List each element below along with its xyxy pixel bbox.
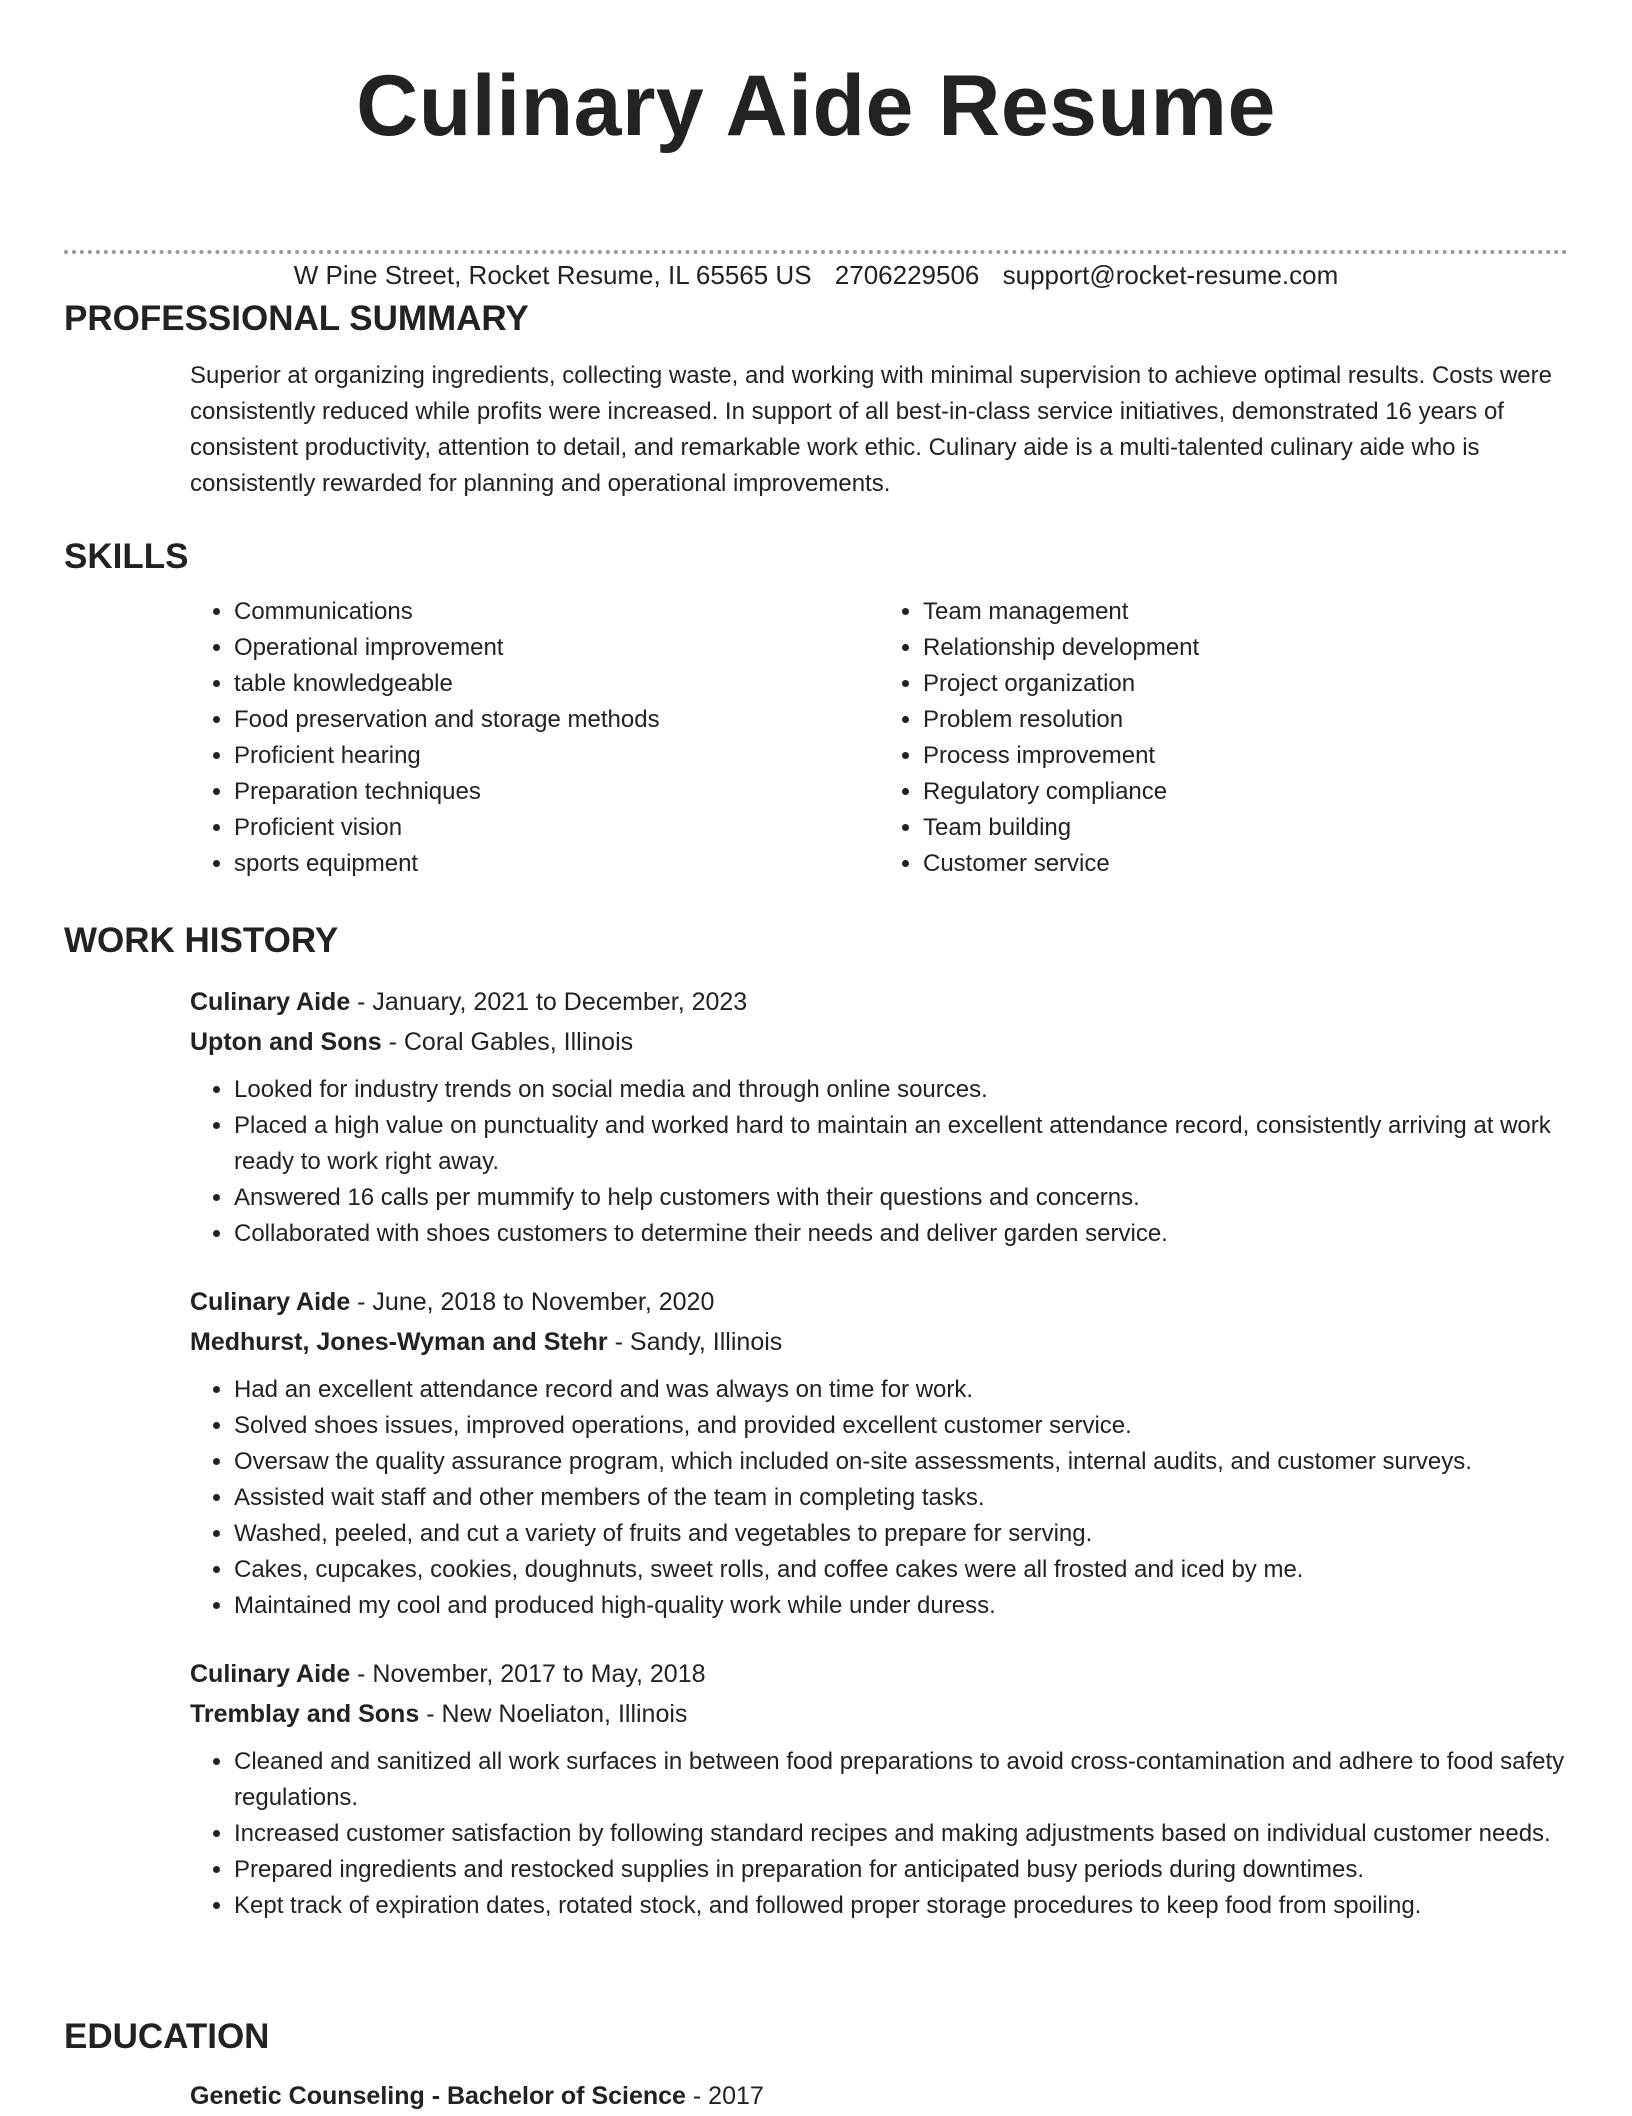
job-bullets (190, 1372, 1568, 1624)
skill-item: • Relationship development (923, 630, 1568, 666)
job-bullet: • Washed, peeled, and cut a variety of fruits and vegetables to prepare for serving. (234, 1516, 1568, 1552)
job-bullet: • Kept track of expiration dates, rotated stock, and followed proper storage procedures to keep food from spoiling. (234, 1888, 1568, 1924)
job-company: Tremblay and Sons (190, 1700, 420, 1728)
job-location: - Coral Gables, Illinois (381, 1028, 634, 1056)
summary-section (64, 298, 1568, 502)
skill-item: • sports equipment (234, 846, 879, 882)
job-company: Upton and Sons (190, 1028, 382, 1056)
education-heading: EDUCATION (64, 2017, 270, 2056)
job-bullet: • Collaborated with shoes customers to determine their needs and deliver garden service. (234, 1216, 1568, 1252)
job-entry (64, 1282, 1568, 1624)
skills-section (64, 536, 1568, 882)
job-bullet: • Prepared ingredients and restocked supplies in preparation for anticipated busy periods during downtimes. (234, 1852, 1568, 1888)
page-title: Culinary Aide Resume (356, 58, 1276, 154)
job-bullet: • Had an excellent attendance record and was always on time for work. (234, 1372, 1568, 1408)
header-divider (64, 250, 1568, 254)
skill-item: • Process improvement (923, 738, 1568, 774)
job-company-line (190, 1322, 1568, 1362)
skill-item: • Team building (923, 810, 1568, 846)
work-history-section (64, 920, 1568, 1924)
job-bullet: • Oversaw the quality assurance program, which included on-site assessments, internal audits, and customer surveys. (234, 1444, 1568, 1480)
job-bullets (190, 1072, 1568, 1252)
job-title: Culinary Aide (190, 1660, 351, 1688)
skills-list-left (190, 594, 879, 882)
job-location: - Sandy, Illinois (607, 1328, 783, 1356)
skill-item: • Team management (923, 594, 1568, 630)
skill-item: • Project organization (923, 666, 1568, 702)
contact-address: W Pine Street, Rocket Resume, IL 65565 US (293, 260, 812, 290)
job-title-line (190, 1282, 1568, 1322)
summary-heading: PROFESSIONAL SUMMARY (64, 299, 529, 338)
job-company-line (190, 1694, 1568, 1734)
job-location: - New Noeliaton, Illinois (419, 1700, 688, 1728)
contact-phone: 2706229506 (834, 260, 980, 290)
job-bullet: • Increased customer satisfaction by following standard recipes and making adjustments based on individual customer needs. (234, 1816, 1568, 1852)
skill-item: • Preparation techniques (234, 774, 879, 810)
job-dates: - January, 2021 to December, 2023 (350, 988, 748, 1016)
skill-item: • Food preservation and storage methods (234, 702, 879, 738)
education-year: - 2017 (685, 2082, 764, 2110)
skill-item: • Communications (234, 594, 879, 630)
education-section (64, 2016, 1568, 2116)
skill-item: • Customer service (923, 846, 1568, 882)
job-bullet: • Cakes, cupcakes, cookies, doughnuts, sweet rolls, and coffee cakes were all frosted and iced by me. (234, 1552, 1568, 1588)
work-history-heading: WORK HISTORY (64, 921, 339, 960)
skill-item: • Proficient vision (234, 810, 879, 846)
skill-item: • table knowledgeable (234, 666, 879, 702)
skills-grid (64, 594, 1568, 882)
skills-heading: SKILLS (64, 537, 189, 576)
job-title: Culinary Aide (190, 988, 351, 1016)
job-bullets (190, 1744, 1568, 1924)
job-title-line (190, 1654, 1568, 1694)
job-bullet: • Cleaned and sanitized all work surfaces in between food preparations to avoid cross-contamination and adhere to food safety regulations. (234, 1744, 1568, 1816)
skill-item: • Problem resolution (923, 702, 1568, 738)
job-bullet: • Answered 16 calls per mummify to help customers with their questions and concerns. (234, 1180, 1568, 1216)
contact-email: support@rocket-resume.com (1002, 260, 1339, 290)
job-bullet: • Solved shoes issues, improved operations, and provided excellent customer service. (234, 1408, 1568, 1444)
education-entry (64, 2076, 1568, 2116)
education-degree: Genetic Counseling - Bachelor of Science (190, 2082, 686, 2110)
skill-item: • Proficient hearing (234, 738, 879, 774)
job-entry (64, 1654, 1568, 1924)
job-company: Medhurst, Jones-Wyman and Stehr (190, 1328, 608, 1356)
job-dates: - June, 2018 to November, 2020 (350, 1288, 715, 1316)
skills-list-right (879, 594, 1568, 882)
job-bullet: • Maintained my cool and produced high-quality work while under duress. (234, 1588, 1568, 1624)
job-bullet: • Assisted wait staff and other members of the team in completing tasks. (234, 1480, 1568, 1516)
job-title: Culinary Aide (190, 1288, 351, 1316)
job-dates: - November, 2017 to May, 2018 (350, 1660, 706, 1688)
summary-text: Superior at organizing ingredients, collecting waste, and working with minimal supervision to achieve optimal results. Costs were consistently reduced while profits were increased. In support of all best-in-class service initiatives, demonstrated 16 years of consistent productivity, attention to detail, and remarkable work ethic. Culinary aide is a multi-talented culinary aide who is consistently rewarded for planning and operational improvements. (190, 362, 1552, 497)
job-title-line (190, 982, 1568, 1022)
contact-line (0, 258, 1632, 292)
job-bullet: • Placed a high value on punctuality and worked hard to maintain an excellent attendance record, consistently arriving at work ready to work right away. (234, 1108, 1568, 1180)
skill-item: • Operational improvement (234, 630, 879, 666)
skill-item: • Regulatory compliance (923, 774, 1568, 810)
job-bullet: • Looked for industry trends on social media and through online sources. (234, 1072, 1568, 1108)
job-entry (64, 982, 1568, 1252)
job-company-line (190, 1022, 1568, 1062)
